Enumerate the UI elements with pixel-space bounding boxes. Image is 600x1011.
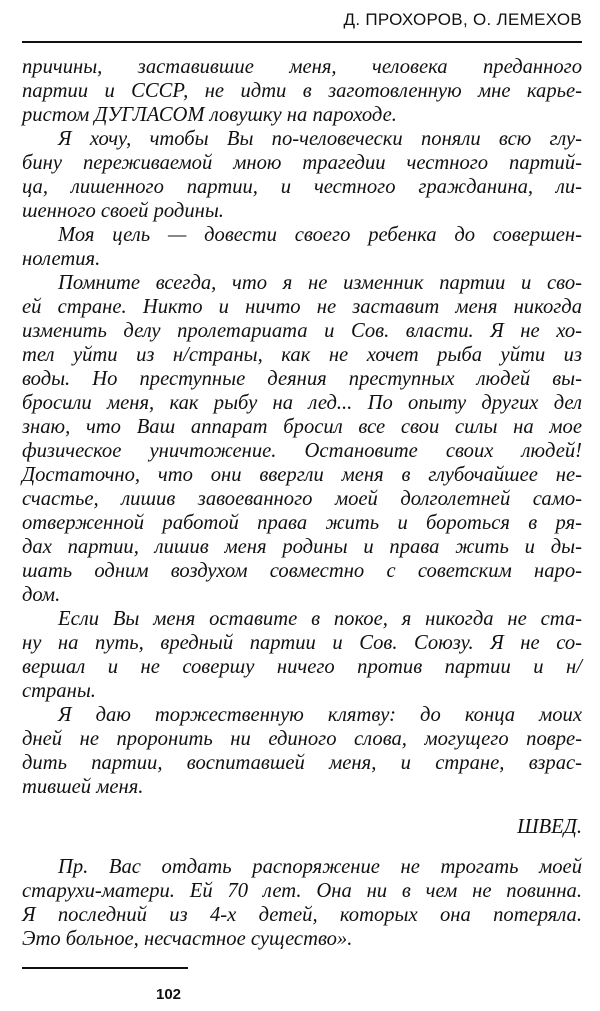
- text-line: бросили меня, как рыбу на лед... По опыту других дел: [22, 392, 582, 414]
- text-line: ца, лишенного партии, и честного гражданина, ли-: [22, 176, 582, 198]
- text-line: Моя цель — довести своего ребенка до совершен-: [58, 224, 582, 246]
- text-line: дней не проронить ни единого слова, могущего повре-: [22, 728, 582, 750]
- text-line: старухи-матери. Ей 70 лет. Она ни в чем не повинна.: [22, 880, 582, 902]
- text-line: Пр. Вас отдать распоряжение не трогать моей: [58, 856, 582, 878]
- text-line: физическое уничтожение. Остановите своих людей!: [22, 440, 582, 462]
- text-line: Я последний из 4-х детей, которых она потеряла.: [22, 904, 582, 926]
- text-line: вершал и не совершу ничего против партии и н/: [22, 656, 582, 678]
- text-line: Если Вы меня оставите в покое, я никогда не ста-: [58, 608, 582, 630]
- text-line: счастье, лишив завоеванного моей долголетней само-: [22, 488, 582, 510]
- paragraph-spacer: [22, 839, 582, 855]
- text-line: тел уйти из н/страны, как не хочет рыба уйти из: [22, 344, 582, 366]
- text-line: Это больное, несчастное существо».: [22, 928, 353, 950]
- text-line: Помните всегда, что я не изменник партии и сво-: [58, 272, 582, 294]
- text-line: дить партии, воспитавшей меня, и стране, взрас-: [22, 752, 582, 774]
- running-head: Д. ПРОХОРОВ, О. ЛЕМЕХОВ: [343, 10, 582, 29]
- signature: ШВЕД.: [517, 816, 582, 838]
- text-line: ей стране. Никто и ничто не заставит меня никогда: [22, 296, 582, 318]
- text-line: изменить делу пролетариата и Сов. власти. Я не хо-: [22, 320, 582, 342]
- header-rule: [22, 41, 582, 43]
- text-line: Я даю торжественную клятву: до конца моих: [58, 704, 582, 726]
- text-line: бину переживаемой мною трагедии честного партий-: [22, 152, 582, 174]
- text-line: ну на путь, вредный партии и Сов. Союзу. Я не со-: [22, 632, 582, 654]
- text-line: партии и СССР, не идти в заготовленную мне карье-: [22, 80, 582, 102]
- text-line: воды. Но преступные деяния преступных людей вы-: [22, 368, 582, 390]
- text-line: знаю, что Ваш аппарат бросил все свои силы на мое: [22, 416, 582, 438]
- text-line: Достаточно, что они ввергли меня в глубочайшее не-: [22, 464, 582, 486]
- text-line: отверженной работой права жить и бороться в ря-: [22, 512, 582, 534]
- text-line: дом.: [22, 584, 61, 606]
- text-line: ристом ДУГЛАСОМ ловушку на пароходе.: [22, 104, 397, 126]
- text-line: тившей меня.: [22, 776, 144, 798]
- text-line: шать одним воздухом совместно с советским наро-: [22, 560, 582, 582]
- text-line: шенного своей родины.: [22, 200, 224, 222]
- text-line: дах партии, лишив меня родины и права жить и ды-: [22, 536, 582, 558]
- footer-rule: [22, 967, 188, 969]
- page-number: 102: [156, 986, 182, 1003]
- text-line: страны.: [22, 680, 96, 702]
- text-line: Я хочу, чтобы Вы по-человечески поняли всю глу-: [58, 128, 582, 150]
- text-line: нолетия.: [22, 248, 101, 270]
- paragraph-spacer: [22, 799, 582, 815]
- letter-text: [22, 55, 582, 951]
- text-line: причины, заставившие меня, человека преданного: [22, 56, 582, 78]
